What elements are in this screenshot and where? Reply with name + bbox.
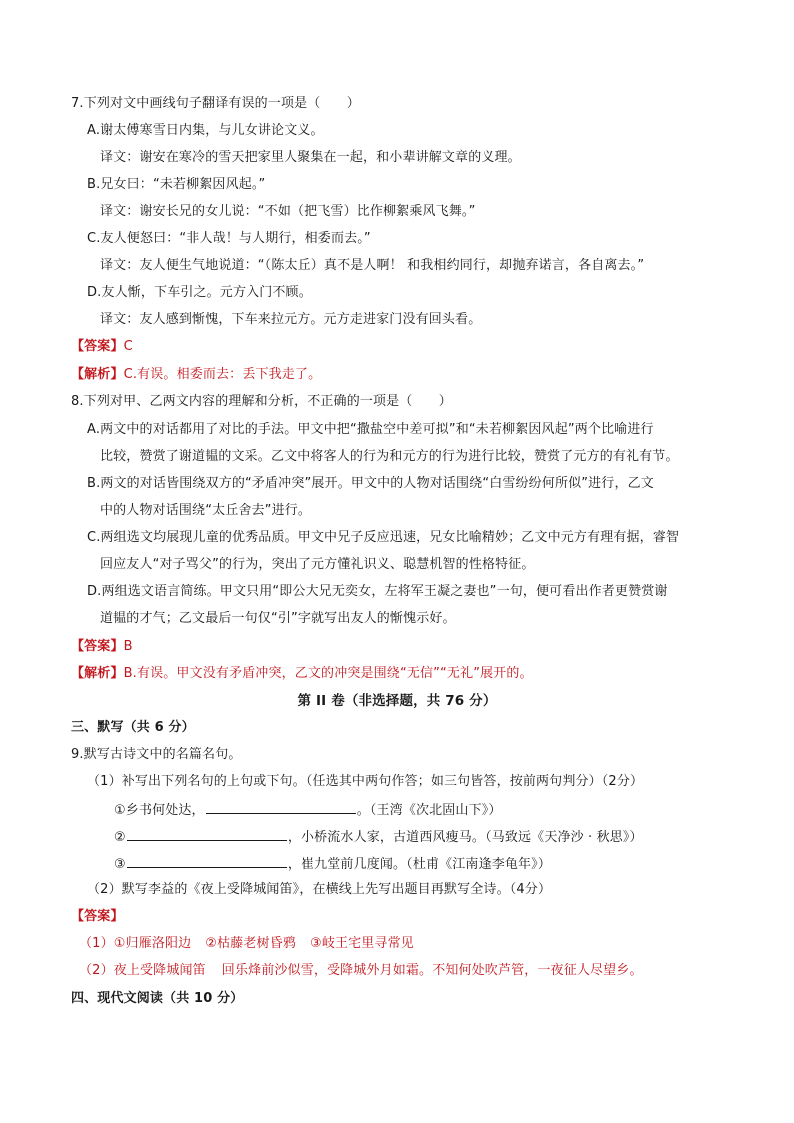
q9-answer-1 [79,935,414,953]
q7-option-d-translation: 译文：友人感到惭愧，下车来拉元方。元方走进家门没有回头看。 [100,312,482,327]
q9-sub1: （1）补写出下列名句的上句或下句。（任选其中两句作答；如三句皆答，按前两句判分）（2分） [87,774,644,789]
part-title: 第 II 卷（非选择题，共 76 分） [297,693,497,709]
fill-item [114,854,551,874]
answer-value: B [123,639,133,654]
answer-prefix: （1） [79,936,114,951]
q8-line: C.两组选文均展现儿童的优秀品质。甲文中兄子反应迅速，兄女比喻精妙；乙文中元方有理有据，睿智 [87,530,680,545]
answer-blank[interactable] [206,800,356,814]
q8-line: 回应友人“对子骂父”的行为，突出了元方懂礼识义、聪慧机智的性格特征。 [100,557,535,572]
fill-item-pre: ② [114,830,126,845]
analysis-label: 【解析】 [71,367,124,382]
fill-item [114,800,502,820]
poem-text: 回乐烽前沙似雪，受降城外月如霜。不知何处吹芦管，一夜征人尽望乡。 [221,963,643,978]
q9-answer-2 [79,962,643,980]
q9-stem: 9.默写古诗文中的名篇名句。 [71,747,242,762]
section-heading: 四、现代文阅读（共 10 分） [71,991,244,1006]
answer-blank[interactable] [127,827,287,841]
q8-line: 中的人物对话围绕“太丘舍去”进行。 [100,503,312,518]
answer-label: 【答案】 [71,339,124,354]
q8-stem: 8.下列对甲、乙两文内容的理解和分析，不正确的一项是（ ） [71,394,452,409]
fill-item-pre: ①乡书何处达， [114,803,205,818]
section-heading: 三、默写（共 6 分） [71,720,195,735]
q7-stem: 7.下列对文中画线句子翻译有误的一项是（ ） [71,96,360,111]
q8-analysis [71,665,533,683]
analysis-label: 【解析】 [71,666,124,681]
q7-option-c: C.友人便怒曰：“非人哉！与人期行，相委而去。” [87,231,371,246]
answer-blank[interactable] [127,854,287,868]
answer-prefix: （2） [79,963,114,978]
q7-option-b: B.兄女曰：“未若柳絮因风起。” [87,177,266,192]
poem-title: 夜上受降城闻笛 [113,963,206,978]
q8-line: B.两文的对话皆围绕双方的“矛盾冲突”展开。甲文中的人物对话围绕“白雪纷纷何所似”进行，乙文 [87,476,654,491]
q7-answer [71,338,133,356]
q8-line: 比较，赞赏了谢道韫的文采。乙文中将客人的行为和元方的行为进行比较，赞赏了元方的有礼有节。 [100,449,679,464]
analysis-text: C.有误。相委而去：丢下我走了。 [123,367,322,382]
answer-item: ③岐王宅里寻常见 [310,936,414,951]
q8-line: D.两组选文语言简练。甲文只用“即公大兄无奕女，左将军王凝之妻也”一句，便可看出作者更赞赏谢 [87,584,668,599]
fill-item-post: 。（王湾《次北固山下》） [356,803,502,818]
q9-sub2: （2）默写李益的《夜上受降城闻笛》，在横线上先写出题目再默写全诗。（4分） [87,882,552,897]
answer-label: 【答案】 [71,639,124,654]
q7-option-c-translation: 译文：友人便生气地说道：“（陈太丘）真不是人啊！ 和我相约同行，却抛弃诺言，各自离去。” [100,258,645,273]
answer-item: ②枯藤老树昏鸦 [205,936,297,951]
fill-item-pre: ③ [114,857,126,872]
q7-analysis [71,366,321,384]
q8-line: A.两文中的对话都用了对比的手法。甲文中把“撒盐空中差可拟”和“未若柳絮因风起”两个比喻进行 [87,422,654,437]
fill-item-post: ，小桥流水人家，古道西风瘦马。（马致远《天净沙 · 秋思》） [287,830,643,845]
analysis-text: B.有误。甲文没有矛盾冲突，乙文的冲突是围绕“无信”“无礼”展开的。 [123,666,533,681]
q7-option-b-translation: 译文：谢安长兄的女儿说：“不如（把飞雪）比作柳絮乘风飞舞。” [100,204,476,219]
q8-answer [71,638,133,656]
fill-item-post: ，崔九堂前几度闻。（杜甫《江南逢李龟年》） [287,857,551,872]
q8-line: 道韫的才气；乙文最后一句仅“引”字就写出友人的惭愧示好。 [100,611,456,626]
fill-item [114,827,643,847]
answer-value: C [123,339,133,354]
q9-answer-label [71,908,124,926]
q7-option-d: D.友人惭，下车引之。元方入门不顾。 [87,285,312,300]
q7-option-a: A.谢太傅寒雪日内集，与儿女讲论文义。 [87,123,324,138]
q7-option-a-translation: 译文：谢安在寒冷的雪天把家里人聚集在一起，和小辈讲解文章的义理。 [100,150,521,165]
answer-label: 【答案】 [71,909,124,924]
answer-item: ①归雁洛阳边 [113,936,192,951]
